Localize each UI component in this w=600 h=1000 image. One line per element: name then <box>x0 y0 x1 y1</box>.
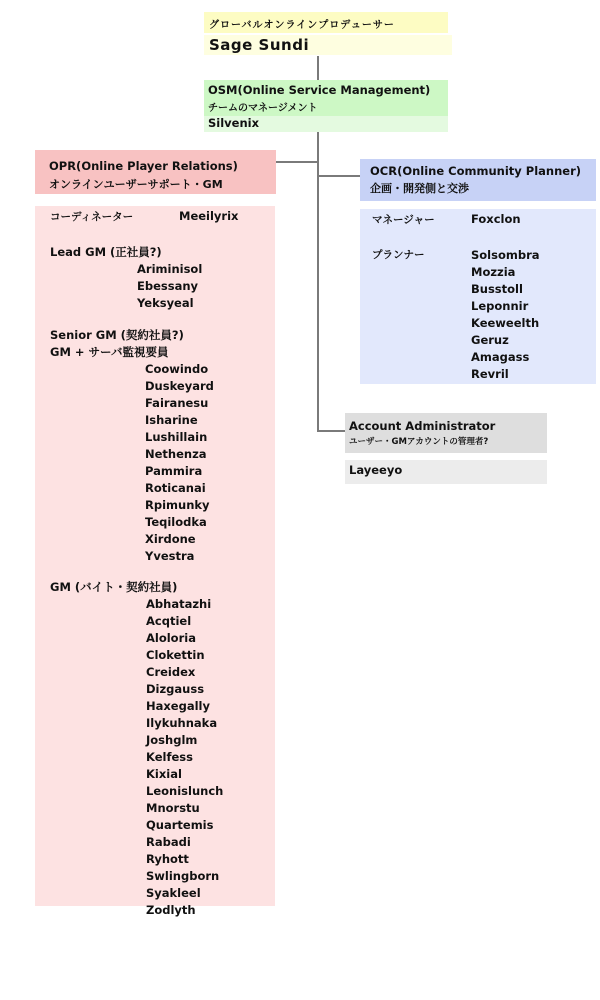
list-item: Leonislunch <box>146 784 224 798</box>
ocr-planner-label: プランナー <box>372 249 425 261</box>
account-title: Account Administrator <box>349 419 496 433</box>
list-item: Quartemis <box>146 818 214 832</box>
list-item: Yeksyeal <box>137 296 194 310</box>
list-item: Coowindo <box>145 362 209 376</box>
account-subtitle: ユーザー・GMアカウントの管理者? <box>349 437 489 447</box>
opr-senior-label-1: Senior GM (契約社員?) <box>50 328 184 342</box>
opr-lead-label: Lead GM (正社員?) <box>50 245 162 259</box>
connector-opr <box>276 161 318 163</box>
opr-title: OPR(Online Player Relations) <box>49 159 238 173</box>
list-item: Syakleel <box>146 886 201 900</box>
list-item: Kixial <box>146 767 182 781</box>
osm-header-box <box>204 80 448 116</box>
list-item: Nethenza <box>145 447 207 461</box>
connector-producer-osm <box>317 56 319 80</box>
ocr-title: OCR(Online Community Planner) <box>370 164 582 178</box>
list-item: Acqtiel <box>146 614 192 628</box>
list-item: Fairanesu <box>145 396 209 410</box>
opr-lead-list <box>137 261 202 312</box>
opr-senior-label-2: GM + サーバ監視要員 <box>50 345 169 359</box>
list-item: Zodlyth <box>146 903 196 917</box>
list-item: Roticanai <box>145 481 206 495</box>
opr-header-box <box>35 150 276 194</box>
list-item: Clokettin <box>146 648 205 662</box>
list-item: Lushillain <box>145 430 208 444</box>
list-item: Geruz <box>471 333 509 347</box>
list-item: Joshglm <box>146 733 198 747</box>
producer-title: グローバルオンラインプロデューサー <box>209 20 395 31</box>
ocr-subtitle: 企画・開発側と交渉 <box>370 182 469 195</box>
list-item: Kelfess <box>146 750 193 764</box>
list-item: Revril <box>471 367 509 381</box>
osm-title: OSM(Online Service Management) <box>208 83 431 97</box>
list-item: Leponnir <box>471 299 529 313</box>
list-item: Rabadi <box>146 835 191 849</box>
opr-members-box <box>35 206 275 917</box>
producer-name: Sage Sundi <box>209 36 310 54</box>
ocr-members-box <box>360 209 596 384</box>
list-item: Swlingborn <box>146 869 220 883</box>
ocr-manager-label: マネージャー <box>372 214 435 226</box>
connector-osm-trunk <box>317 132 319 432</box>
list-item: Xirdone <box>145 532 196 546</box>
producer-title-box <box>204 12 448 33</box>
list-item: Ilykuhnaka <box>146 716 218 730</box>
list-item: Duskeyard <box>145 379 214 393</box>
opr-coordinator-name: Meeilyrix <box>179 209 239 223</box>
list-item: Aloloria <box>146 631 196 645</box>
opr-coordinator-label: コーディネーター <box>50 211 134 223</box>
list-item: Ebessany <box>137 279 199 293</box>
list-item: Yvestra <box>145 549 195 563</box>
list-item: Pammira <box>145 464 203 478</box>
producer-name-box <box>204 35 452 55</box>
connector-account <box>318 430 345 432</box>
account-name-box <box>345 460 547 484</box>
list-item: Mozzia <box>471 265 516 279</box>
ocr-planner-list <box>471 247 540 383</box>
list-item: Solsombra <box>471 248 540 262</box>
list-item: Ariminisol <box>137 262 203 276</box>
list-item: Ryhott <box>146 852 189 866</box>
opr-gm-list <box>146 596 223 919</box>
account-header-box <box>345 413 547 453</box>
list-item: Keeweelth <box>471 316 540 330</box>
list-item: Teqilodka <box>145 515 207 529</box>
list-item: Amagass <box>471 350 530 364</box>
opr-gm-label: GM (バイト・契約社員) <box>50 580 178 594</box>
list-item: Rpimunky <box>145 498 210 512</box>
osm-name: Silvenix <box>208 116 260 130</box>
opr-senior-list <box>145 361 214 565</box>
connector-ocr <box>318 175 360 177</box>
osm-subtitle: チームのマネージメント <box>208 103 318 114</box>
account-name: Layeeyo <box>349 463 403 477</box>
list-item: Dizgauss <box>146 682 205 696</box>
ocr-header-box <box>360 159 596 201</box>
list-item: Mnorstu <box>146 801 200 815</box>
list-item: Busstoll <box>471 282 523 296</box>
list-item: Haxegally <box>146 699 210 713</box>
opr-subtitle: オンラインユーザーサポート・GM <box>49 178 223 191</box>
osm-name-box <box>204 116 448 132</box>
list-item: Abhatazhi <box>146 597 212 611</box>
list-item: Creidex <box>146 665 196 679</box>
list-item: Isharine <box>145 413 198 427</box>
ocr-manager-name: Foxclon <box>471 212 521 226</box>
